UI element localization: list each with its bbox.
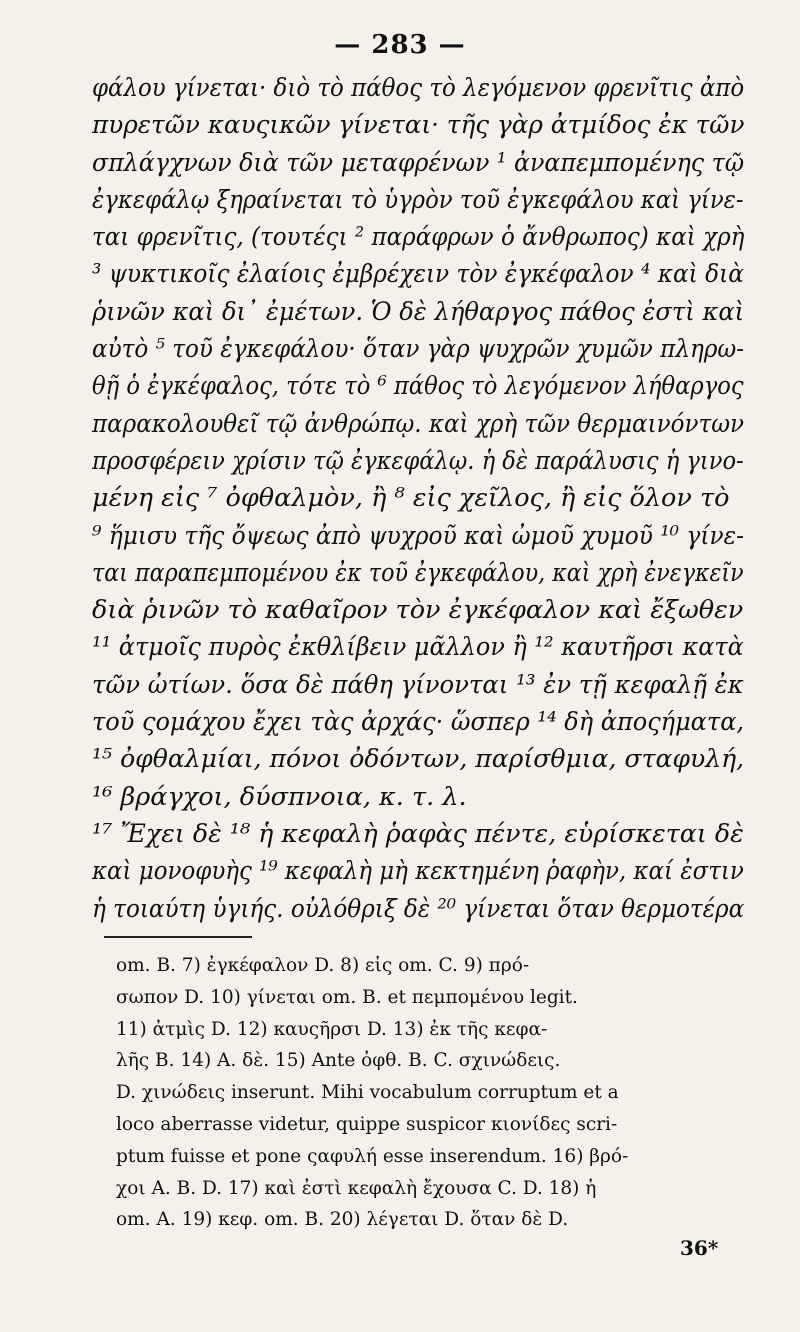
footnote-line: loco aberrasse videtur, quippe suspicor κιονίδες scri- <box>116 1113 618 1135</box>
text-line: τοῦ ςομάχου ἔχει τὰς ἀρχάς· ὥσπερ ¹⁴ δὴ ἀποςήματα, <box>92 707 745 738</box>
text-line: ῥινῶν καὶ δι᾽ ἐμέτων. Ὁ δὲ λήθαργος πάθος ἐστὶ καὶ <box>92 296 745 327</box>
text-line: ³ ψυκτικοῖς ἐλαίοις ἐμβρέχειν τὸν ἐγκέφαλον ⁴ καὶ διὰ <box>92 259 744 290</box>
text-line: πυρετῶν καυςικῶν γίνεται· τῆς γὰρ ἀτμίδος ἐκ τῶν <box>92 110 745 141</box>
text-line: ἐγκεφάλῳ ξηραίνεται τὸ ὑγρὸν τοῦ ἐγκεφάλου καὶ γίνε- <box>92 184 744 215</box>
footnote-line: σωπον D. 10) γίνεται om. B. et πεμπομένου legit. <box>116 986 578 1008</box>
footnote-rule <box>104 936 252 938</box>
text-line: παρακολουθεῖ τῷ ἀνθρώπῳ. καὶ χρὴ τῶν θερμαινόντων <box>92 408 745 439</box>
text-line: ¹¹ ἀτμοῖς πυρὸς ἐκθλίβειν μᾶλλον ἢ ¹² καυτῆρσι κατὰ <box>92 632 744 663</box>
footnote-line: ptum fuisse et pone ςαφυλή esse inserendum. 16) βρό- <box>116 1145 629 1167</box>
text-line: ται παραπεμπομένου ἐκ τοῦ ἐγκεφάλου, καὶ χρὴ ἐνεγκεῖν <box>92 557 744 588</box>
text-line: ⁹ ἥμισυ τῆς ὄψεως ἀπὸ ψυχροῦ καὶ ὠμοῦ χυμοῦ ¹⁰ γίνε- <box>92 520 744 551</box>
text-line: φάλου γίνεται· διὸ τὸ πάθος τὸ λεγόμενον φρενῖτις ἀπὸ <box>92 73 745 103</box>
page-number: — 283 — <box>334 30 466 60</box>
text-line: καὶ μονοφυὴς ¹⁹ κεφαλὴ μὴ κεκτημένη ῥαφὴν, καί ἐστιν <box>92 856 744 887</box>
footnote-line: D. χινώδεις inserunt. Mihi vocabulum corruptum et a <box>116 1082 619 1104</box>
text-line: ¹⁷ Ἔχει δὲ ¹⁸ ἡ κεφαλὴ ῥαφὰς πέντε, εὑρίσκεται δὲ <box>92 818 744 849</box>
footnote-line: om. B. 7) ἐγκέφαλον D. 8) εἰς om. C. 9) πρό- <box>116 955 530 976</box>
main-text <box>92 70 744 928</box>
text-line: διὰ ῥινῶν τὸ καθαῖρον τὸν ἐγκέφαλον καὶ ἔξωθεν <box>92 595 744 626</box>
footnote-line: 11) ἀτμὶς D. 12) καυςῆρσι D. 13) ἐκ τῆς κεφα- <box>116 1018 548 1040</box>
text-line: σπλάγχνων διὰ τῶν μεταφρένων ¹ ἀναπεμπομένης τῷ <box>92 147 745 178</box>
text-line: ἡ τοιαύτη ὑγιής. οὐλόθριξ δὲ ²⁰ γίνεται ὅταν θερμοτέρα <box>92 893 745 924</box>
text-line: αὐτὸ ⁵ τοῦ ἐγκεφάλου· ὅταν γὰρ ψυχρῶν χυμῶν πληρω- <box>92 334 745 365</box>
footnote-line: λῆς B. 14) A. δὲ. 15) Ante ὀφθ. B. C. σχινώδεις. <box>116 1050 561 1072</box>
text-line: μένη εἰς ⁷ ὀφθαλμὸν, ἢ ⁸ εἰς χεῖλος, ἢ εἰς ὅλον τὸ <box>92 483 730 514</box>
text-line: ¹⁵ ὀφθαλμίαι, πόνοι ὀδόντων, παρίσθμια, σταφυλή, <box>92 744 745 775</box>
signature-mark: 36* <box>680 1236 719 1260</box>
footnote-line: om. A. 19) κεφ. om. B. 20) λέγεται D. ὅταν δὲ D. <box>116 1209 569 1231</box>
footnotes <box>116 950 740 1236</box>
footnote-line: χοι A. B. D. 17) καὶ ἐστὶ κεφαλὴ ἔχουσα C. D. 18) ἡ <box>116 1177 597 1199</box>
text-line: τῶν ὠτίων. ὅσα δὲ πάθη γίνονται ¹³ ἐν τῇ κεφαλῇ ἐκ <box>92 669 744 700</box>
text-line: ¹⁶ βράγχοι, δύσπνοια, κ. τ. λ. <box>92 781 467 812</box>
text-line: προσφέρειν χρίσιν τῷ ἐγκεφάλῳ. ἡ δὲ παράλυσις ἡ γινο- <box>92 445 744 476</box>
text-line: ται φρενῖτις, (τουτέςι ² παράφρων ὁ ἄνθρωπος) καὶ χρὴ <box>92 222 745 253</box>
text-line: θῇ ὁ ἐγκέφαλος, τότε τὸ ⁶ πάθος τὸ λεγόμενον λήθαργος <box>92 371 744 402</box>
